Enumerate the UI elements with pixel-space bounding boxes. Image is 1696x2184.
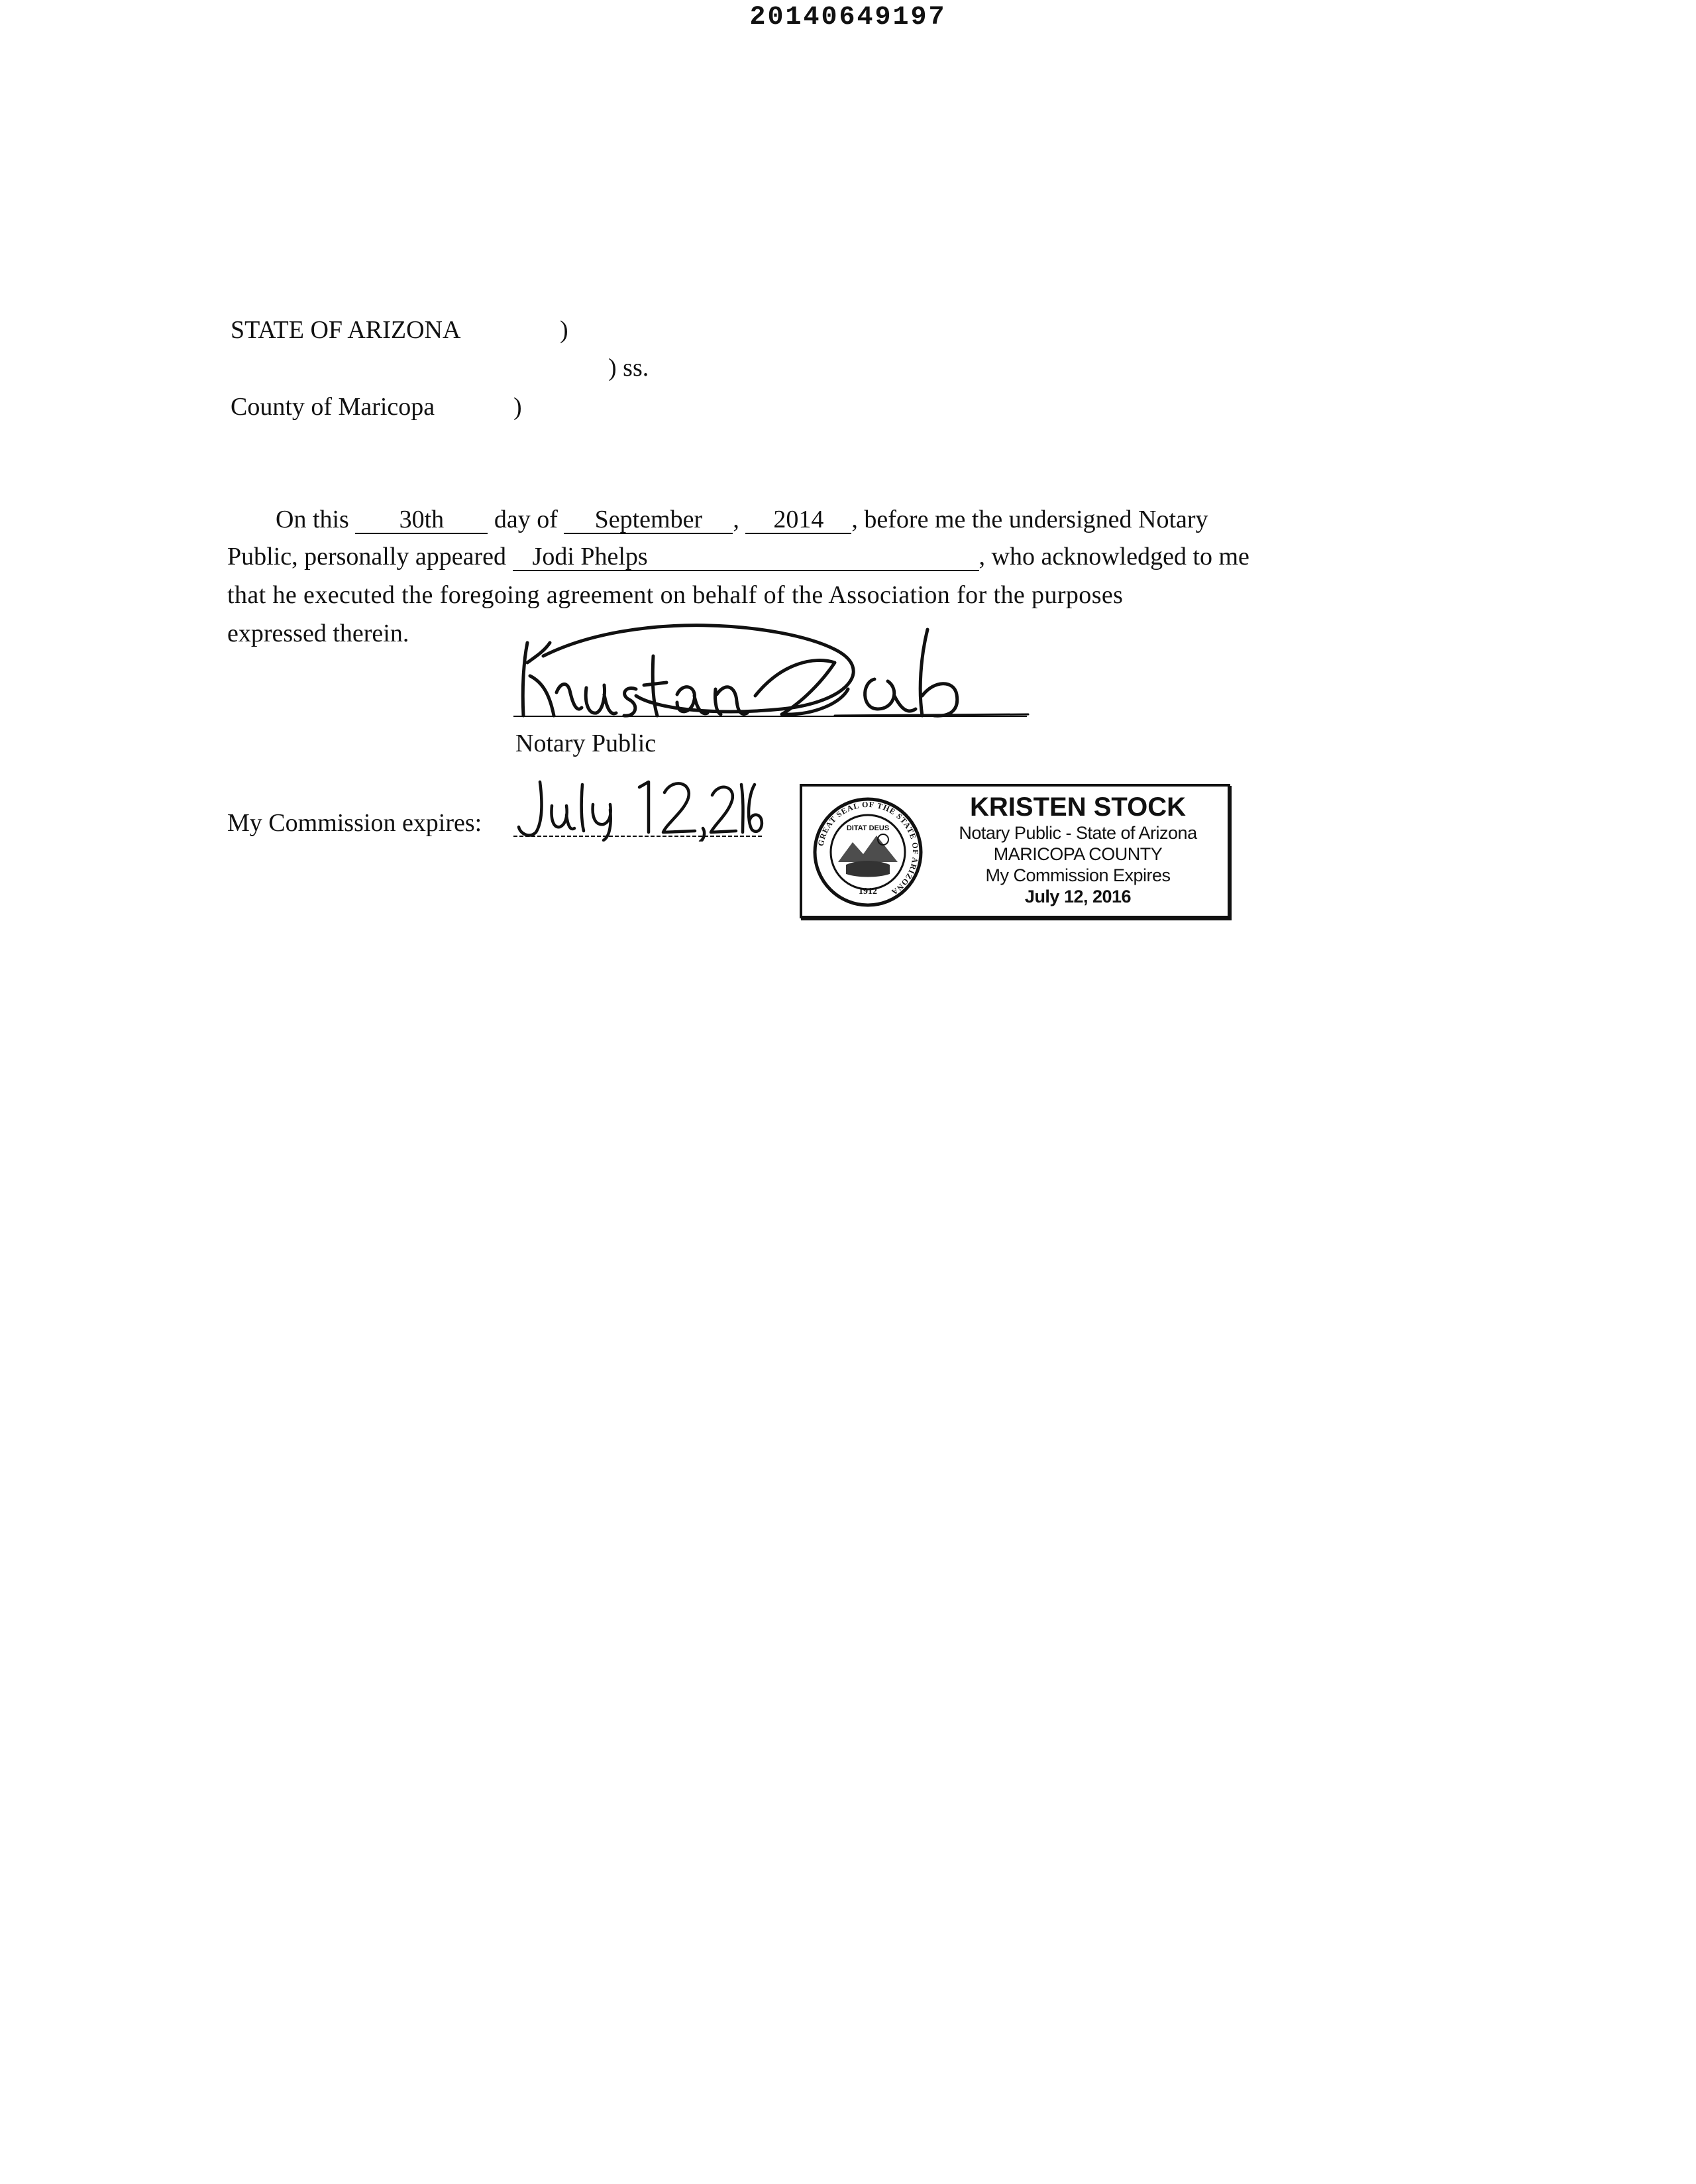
notary-title: Notary Public bbox=[515, 730, 657, 757]
svg-text:DITAT DEUS: DITAT DEUS bbox=[846, 824, 890, 832]
stamp-name: KRISTEN STOCK bbox=[970, 792, 1186, 822]
ack-public-appeared: Public, personally appeared bbox=[227, 543, 507, 571]
ack-name-value: Jodi Phelps bbox=[513, 543, 979, 571]
stamp-line-4: July 12, 2016 bbox=[1024, 887, 1132, 906]
venue-county: County of Maricopa bbox=[231, 393, 435, 421]
signature-line bbox=[513, 716, 1027, 717]
ack-line-3: that he executed the foregoing agreement on behalf of the Association for the purposes bbox=[227, 581, 1124, 609]
arizona-seal-icon bbox=[812, 796, 924, 908]
ack-day-value: 30th bbox=[355, 506, 488, 534]
ack-line-2 bbox=[227, 542, 1249, 571]
ack-year-value: 2014 bbox=[745, 506, 851, 534]
ack-line-4: expressed therein. bbox=[227, 620, 409, 647]
venue-state: STATE OF ARIZONA bbox=[231, 316, 461, 344]
ack-month-value: September bbox=[564, 506, 733, 534]
stamp-line-2: MARICOPA COUNTY bbox=[993, 844, 1163, 864]
venue-paren-1: ) bbox=[560, 316, 568, 344]
venue-paren-2: ) bbox=[513, 393, 522, 421]
ack-who-ack: , who acknowledged to me bbox=[979, 543, 1249, 571]
document-number: 20140649197 bbox=[749, 3, 947, 32]
notary-signature bbox=[504, 616, 1034, 729]
svg-text:GREAT SEAL OF THE STATE OF ARI: GREAT SEAL OF THE STATE OF ARIZONA bbox=[816, 799, 921, 898]
commission-label: My Commission expires: bbox=[227, 809, 482, 837]
stamp-line-3: My Commission Expires bbox=[985, 865, 1171, 885]
ack-day-of: day of bbox=[494, 506, 558, 533]
venue-ss: ) ss. bbox=[608, 354, 649, 382]
ack-on-this: On this bbox=[276, 506, 349, 533]
ack-line-1 bbox=[276, 505, 1208, 534]
stamp-line-1: Notary Public - State of Arizona bbox=[959, 823, 1197, 843]
ack-before-me: , before me the undersigned Notary bbox=[851, 506, 1208, 533]
commission-date-handwritten bbox=[513, 775, 765, 842]
stamp-text bbox=[935, 792, 1221, 907]
svg-text:1912: 1912 bbox=[859, 887, 877, 897]
ack-comma: , bbox=[733, 506, 739, 533]
notary-stamp bbox=[800, 784, 1230, 918]
